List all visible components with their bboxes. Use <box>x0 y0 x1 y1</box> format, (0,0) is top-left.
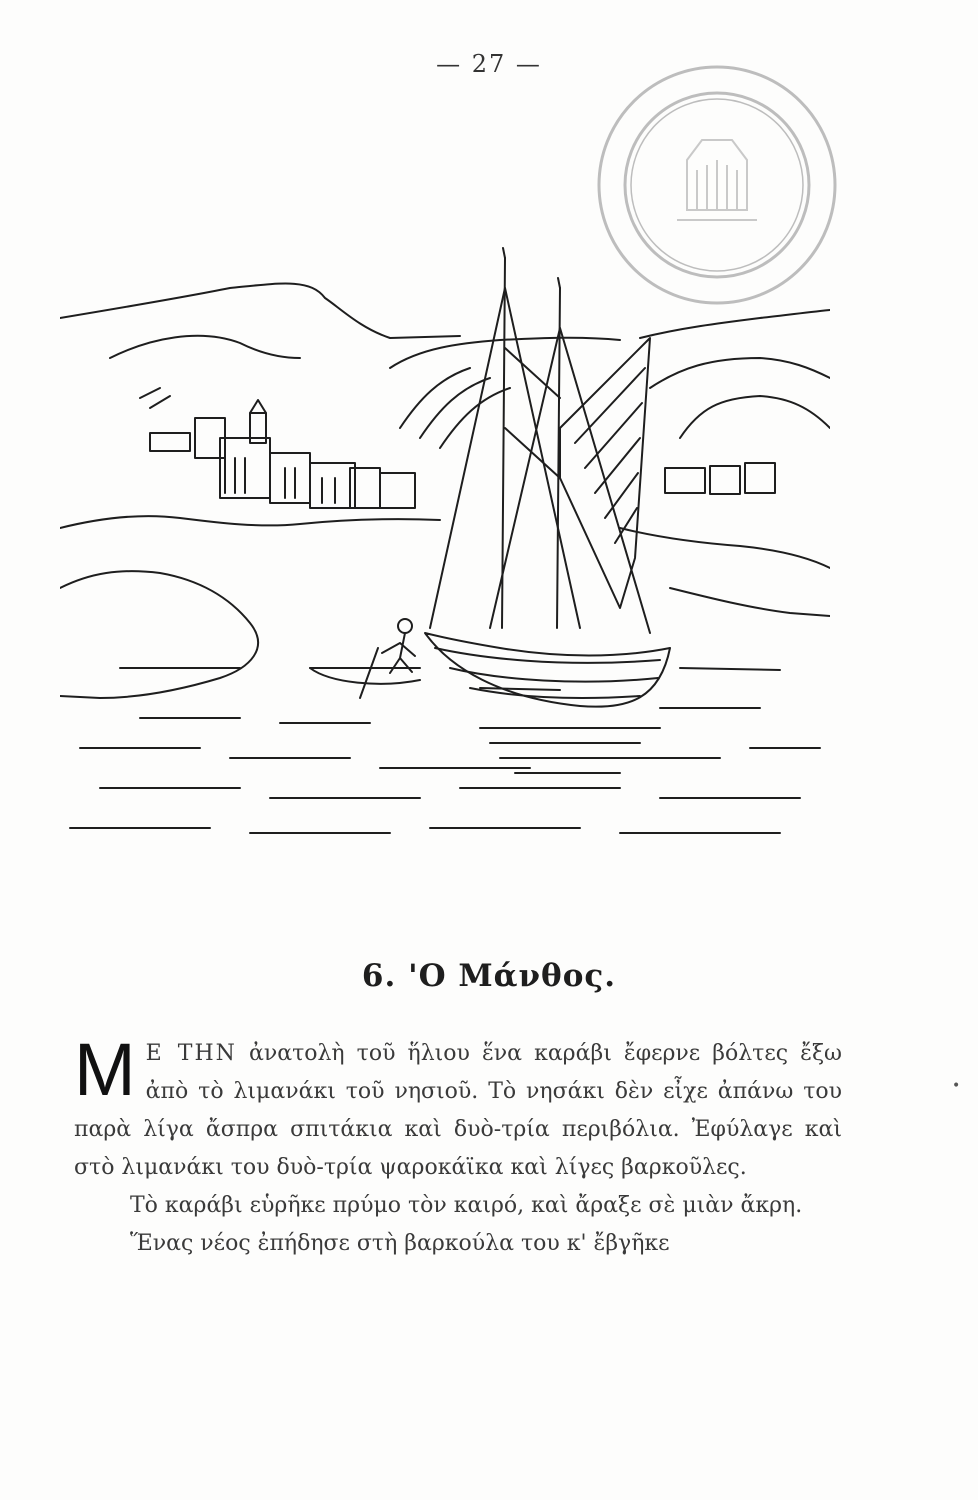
chapter-text <box>74 1028 842 1263</box>
margin-mark: • <box>952 1078 961 1094</box>
chapter-title: 6. 'Ο Μάνθος. <box>361 958 617 994</box>
opening-caps: Ε ΤΗΝ <box>145 1041 237 1066</box>
paragraph-2: Τὸ καράβι εὑρῆκε πρύμο τὸν καιρό, καὶ ἄραξε σὲ μιὰν ἄκρη. <box>130 1193 803 1218</box>
drop-cap: M <box>74 1028 136 1111</box>
paragraph-3: Ἕνας νέος ἐπήδησε στὴ βαρκούλα του κ' ἔβγῆκε <box>130 1231 670 1256</box>
paragraph-1 <box>74 1028 842 1187</box>
harbour-illustration <box>60 228 830 858</box>
page-number: — 27 — <box>436 50 542 78</box>
paragraph-1-text: ἀνατολὴ τοῦ ἥλιου ἕνα καράβι ἔφερνε βόλτες ἔξω ἀπὸ τὸ λιμανάκι τοῦ νησιοῦ. Τὸ νησάκι δὲν εἶχε ἀπάνω του παρὰ λίγα ἄσπρα σπιτάκια καὶ δυὸ-τρία περιβόλια. Ἐφύλαγε καὶ στὸ λιμανάκι του δυὸ-τρία ψαροκάϊκα καὶ λίγες βαρκοῦλες. <box>74 1041 842 1180</box>
